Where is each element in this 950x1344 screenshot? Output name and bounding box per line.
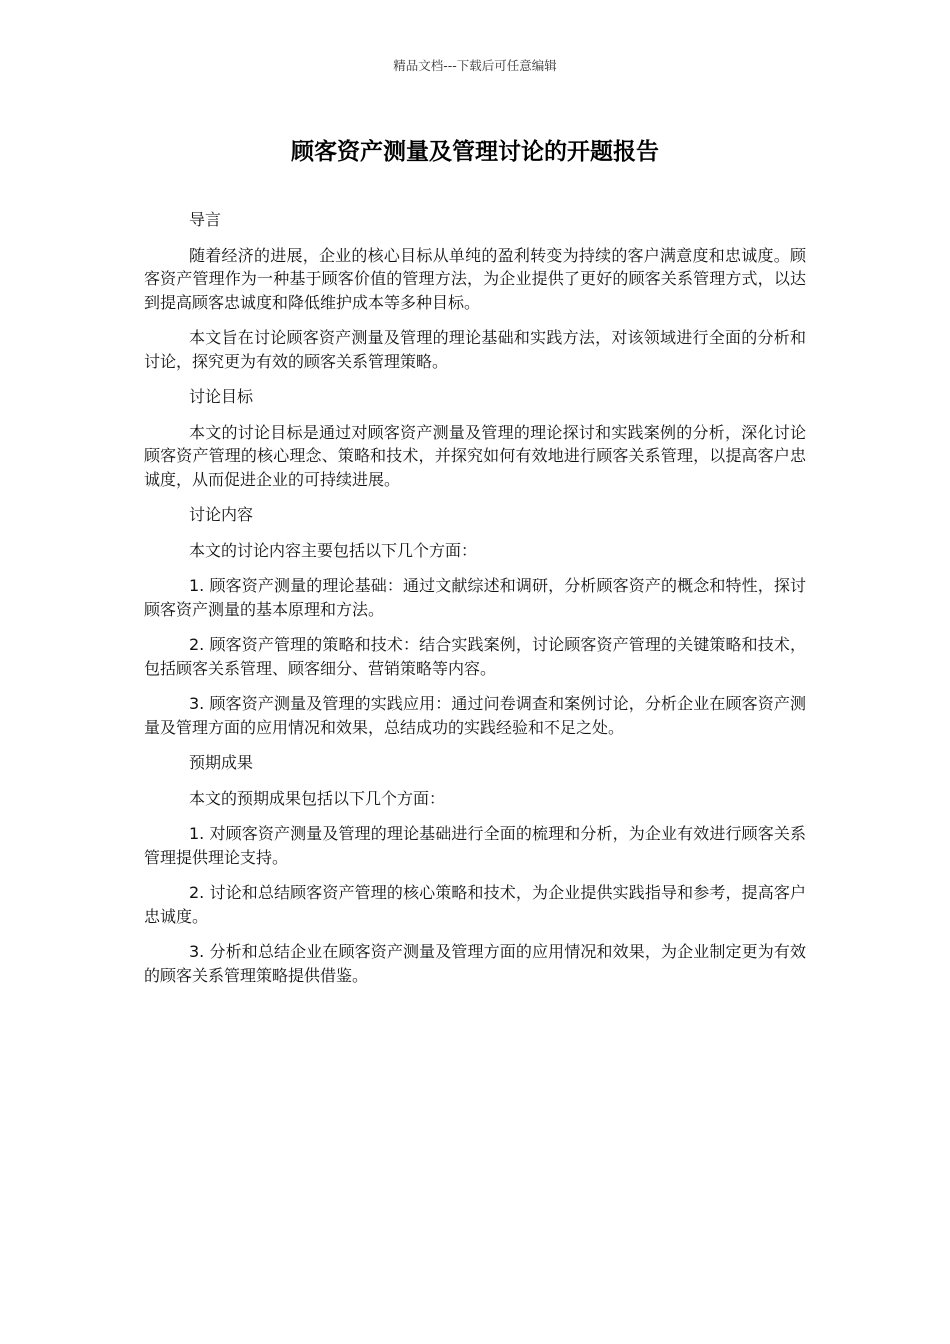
list-item-result-2: 2. 讨论和总结顾客资产管理的核心策略和技术，为企业提供实践指导和参考，提高客户忠诚度。 xyxy=(144,883,806,926)
section-heading-content: 讨论内容 xyxy=(189,505,254,524)
paragraph-intro-1: 随着经济的进展，企业的核心目标从单纯的盈利转变为持续的客户满意度和忠诚度。顾客资产管理作为一种基于顾客价值的管理方法，为企业提供了更好的顾客关系管理方式，以达到提高顾客忠诚度和降低维护成本等多种目标。 xyxy=(144,245,806,312)
paragraph-result-intro: 本文的预期成果包括以下几个方面： xyxy=(189,788,446,808)
list-item-content-3: 3. 顾客资产测量及管理的实践应用：通过问卷调查和案例讨论，分析企业在顾客资产测量及管理方面的应用情况和效果，总结成功的实践经验和不足之处。 xyxy=(144,694,806,737)
list-item-result-1: 1. 对顾客资产测量及管理的理论基础进行全面的梳理和分析，为企业有效进行顾客关系管理提供理论支持。 xyxy=(144,824,806,867)
paragraph-goal-1: 本文的讨论目标是通过对顾客资产测量及管理的理论探讨和实践案例的分析，深化讨论顾客资产管理的核心理念、策略和技术，并探究如何有效地进行顾客关系管理，以提高客户忠诚度，从而促进企业的可持续进展。 xyxy=(144,422,806,489)
page-header-watermark: 精品文档---下载后可任意编辑 xyxy=(393,58,557,73)
document-body xyxy=(144,208,806,999)
section-heading-result: 预期成果 xyxy=(189,753,254,772)
section-heading-goal: 讨论目标 xyxy=(189,387,254,406)
document-title: 顾客资产测量及管理讨论的开题报告 xyxy=(291,139,659,165)
paragraph-content-intro: 本文的讨论内容主要包括以下几个方面： xyxy=(189,540,478,560)
list-item-content-2: 2. 顾客资产管理的策略和技术：结合实践案例，讨论顾客资产管理的关键策略和技术，包括顾客关系管理、顾客细分、营销策略等内容。 xyxy=(144,635,806,678)
paragraph-intro-2: 本文旨在讨论顾客资产测量及管理的理论基础和实践方法，对该领域进行全面的分析和讨论，探究更为有效的顾客关系管理策略。 xyxy=(144,328,806,371)
list-item-content-1: 1. 顾客资产测量的理论基础：通过文献综述和调研，分析顾客资产的概念和特性，探讨顾客资产测量的基本原理和方法。 xyxy=(144,576,806,619)
section-heading-intro: 导言 xyxy=(189,210,222,229)
list-item-result-3: 3. 分析和总结企业在顾客资产测量及管理方面的应用情况和效果，为企业制定更为有效的顾客关系管理策略提供借鉴。 xyxy=(144,942,806,985)
